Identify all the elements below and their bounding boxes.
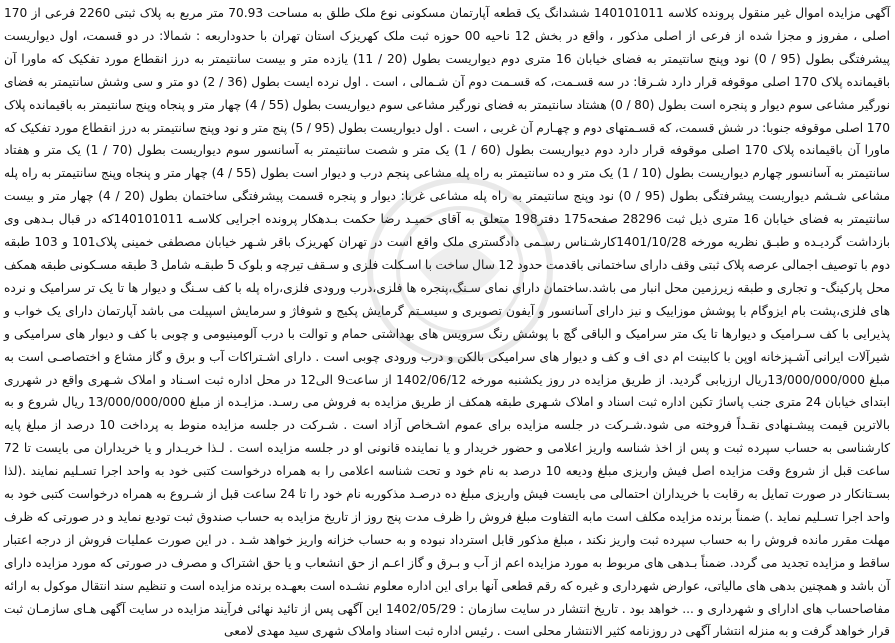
auction-notice-text: آگهی مزایده اموال غیر منقول پرونده کلاسه 140101011 ششدانگ یک قطعه آپارتمان مسکونی نوع ملک طلق به مساحت 70.93 متر مربع به پلاک ثبتی 2260 فرعی از 170 اصلی ، مفروز و مجزا شده از فرعی از اصلی مذکور ، واقع در بخش 12 ناحیه 00 حوزه ثبت ملک کهریزک استان تهران با حدودار‌بعه : شمالا: در دو قسمت، اول دیوار‌یست پیشرفتگی بطول (95 / 0) نود وپنج سانتیمتر به فضای خیابان 16 متری دوم دیوار‌یست بطول (20 / 11) یازده متر و بیست سانتیمتر به درز انقطاع مورد تفکیک که ماورا آن باقیمانده پلاک 170 اصلی موقوفه قرار دارد شـرقا: در سه قسـمت، که قسـمت دوم آن شـمالی ، است . اول نرده ایست بطول (36 / 2) دو متر و سی وشش سانتیمتر به فضای نورگیر مشاعی سوم دیوار و پنجره است بطول (80 / 0) هشتاد سانتیمتر به فضای نورگیر مشاعی سوم دیوار‌یست بطول (55 / 4) چهار متر و پنجاه وپنج سانتیمتر به باقیمانده پلاک 170 اصلی موقوفه جنوبا: در شش قسمت، که قسـمتهای دوم و چهـارم آن غربی ، است . اول دیواریست بطول (95 / 5) پنج متر و نود وپنج سانتیمتر به درز انقطاع مورد تفکیک که ماورا آن باقیمانده پلاک 170 اصلی موقوفه قرار دارد دوم دیوار‌یست بطول (60 / 1) یک متر و شصت سانتیمتر به آسانسور سوم دیوار‌یست بطول (70 / 1) یک متر و هفتاد سانتیمتر به آسانسور چهارم دیوار‌یست بطول (10 / 1) یک متر و ده سانتیمتر به راه پله مشاعی پنجم درب و دیوار است بطول (55 / 4) چهار متر و پنجاه وپنج سانتیمتر به راه پله مشاعی شـشم دیوار‌یست پیشرفتگی بطول (95 / 0) نود وپنج سانتیمتر به راه پله مشاعی غربا: دیوار و پنجره قسمت پیشرفتگی ساختمان بطول (20 / 4) چهار متر و بیست سانتیمتر به فضای خیابان 16 متری ذیل ثبت 28296 صفحه175 دفتر198 متعلق به آقای حمیـد رضا حکمت بـدهکار پرونده اجرایی کلاسـه 140101011که در قبال بـدهی وی بازداشت گردیـده و طبـق نظریه مورخه 1401/10/28کارشـناس رسـمی دادگستری ملک واقع است در تهران کهریزک باقر شـهر خیابان مصطفی خمینی پلاک101 و 103 طبقه دوم با توصیف اجمالی عرصه پلاک ثبتی وقف دارای ساختمانی باقدمت حدود 12 سال ساخت با اسـکلت فلزی و سـقف تیرچه و بلوک 5 طبقـه شامل 3 طبقه مسـکونی طبقه همکف محل پارکینگ- و تجاری و طبقه زیرزمین محل انبار می باشد.ساختمان دارای نمای سـنگ،پنجره ها فلزی،درب ورودی فلزی،راه پله با کف سـنگ و دیوار ها تا یک تر سرامیک و نرده های فلزی،پشت بام ایزوگام با پوشش موزاییک و نیز دارای آسانسور و آیفون تصویری و سیسـتم گرمایش پکیج و شوفاژ و سرمایش اسپیلت می باشد آپارتمان دارای یک خواب و پذیرایی با کف سـرامیک و دیوارها تا یک متر سرامیک و الباقی گچ با پوشش رنگ سرویس های بهداشتی حمام و توالت با درب آلومینیومی و چوبی با کف و دیوار های سرامیکی و شیرآلات ایرانی آشـپزخانه اوپن با کابینت ام دی اف و کف و دیوار های سرامیکی بالکن و درب ورودی چوبی است . دارای اشـتراکات آب و برق و گاز مشاع و اختصاصـی است به مبلغ 13/000/000/000ریال ارزیابی گردید. از طریق مزایده در روز یکشنبه مورخه 1402/06/12 از ساعت9 الی12 در محل اداره ثبت اسـناد و املاک شـهری واقع در شهرری ابتدای خیابان 24 متری جنب پاساژ تکین اداره ثبت اسناد و املاک شـهری طبقه همکف از طریق مزایده به فروش می رسـد. مزایـده از مبلغ 13/000/000/000 ریال شروع و به بالاترین قیمت پیشـنهادی نقـداً فروخته می شود.شـرکت در جلسه مزایده برای عموم اشـخاص آزاد است . شـرکت در جلسه مزایده منوط به پرداخت 10 درصد از مبلغ پایه کارشناسی به حساب سپرده ثبت و پس از اخذ شناسه واریز اعلامی و حضور خریدار و یا نماینده قانونی او در جلسه مزایده است . لـذا خریـدار و یا خریداران می بایست تا 72 ساعت قبل از شروع وقت مزایده اصل فیش واریزی مبلغ ودیعه 10 درصد به نام خود و تحت شناسه اعلامی را به همراه درخواست کتبی خود به واحد اجرا تسـلیم نمایند .(لذا بسـتانکار در صورت تمایل به رقابت با خریداران احتمالی می بایست فیش واریزی مبلغ ده درصـد مذکوربه نام خود را تا 24 ساعت قبل از شـروع به همراه درخواست کتبی خود به واحد اجرا تسـلیم نماید .) ضمناً برنده مزایده مکلف است مابه التفاوت مبلغ فروش را ظرف مدت پنج روز از تاریخ مزایده به حساب صندوق ثبت تودیع نماید و در صورتی که ظرف مهلت مقرر مانده فروش را به حساب سپرده ثبت واریز نکند ، مبلغ مذکور قابل استرداد نبوده و به حساب خزانه واریز خواهد شـد . در این صورت عملیات فروش از درجه اعتبار ساقط و مزایده تجدید می گردد. ضمناً بـدهی های مربوط به مورد مزایده اعم از آب و بـرق و گاز اعـم از حق انشعاب و یا حق اشتراک و مصرف در صورتی که مورد مزایده دارای آن باشد و همچنین بدهی های مالیاتی، عوارض شهرداری و غیره که رقم قطعی آنها برای این اداره معلوم نشـده است بعهـده برنده مزایده است و تنظیم سند انتقال موکول به ارائه مفاصاحساب های ادارای و شهرداری و ... خواهد بود . تاریخ انتشار در سایت سازمان : 1402/05/29 این آگهی پس از تائید نهائی فرآیند مزایده در سایت آگهی هـای سازمـان ثبت قرار خواهد گرفت و به منزله انتشار آگهی در روزنامه کثیر الانتشار محلی است . رئیس اداره ثبت اسناد واملاک شهری سید مهدی لامعی — [4, 6, 891, 639]
